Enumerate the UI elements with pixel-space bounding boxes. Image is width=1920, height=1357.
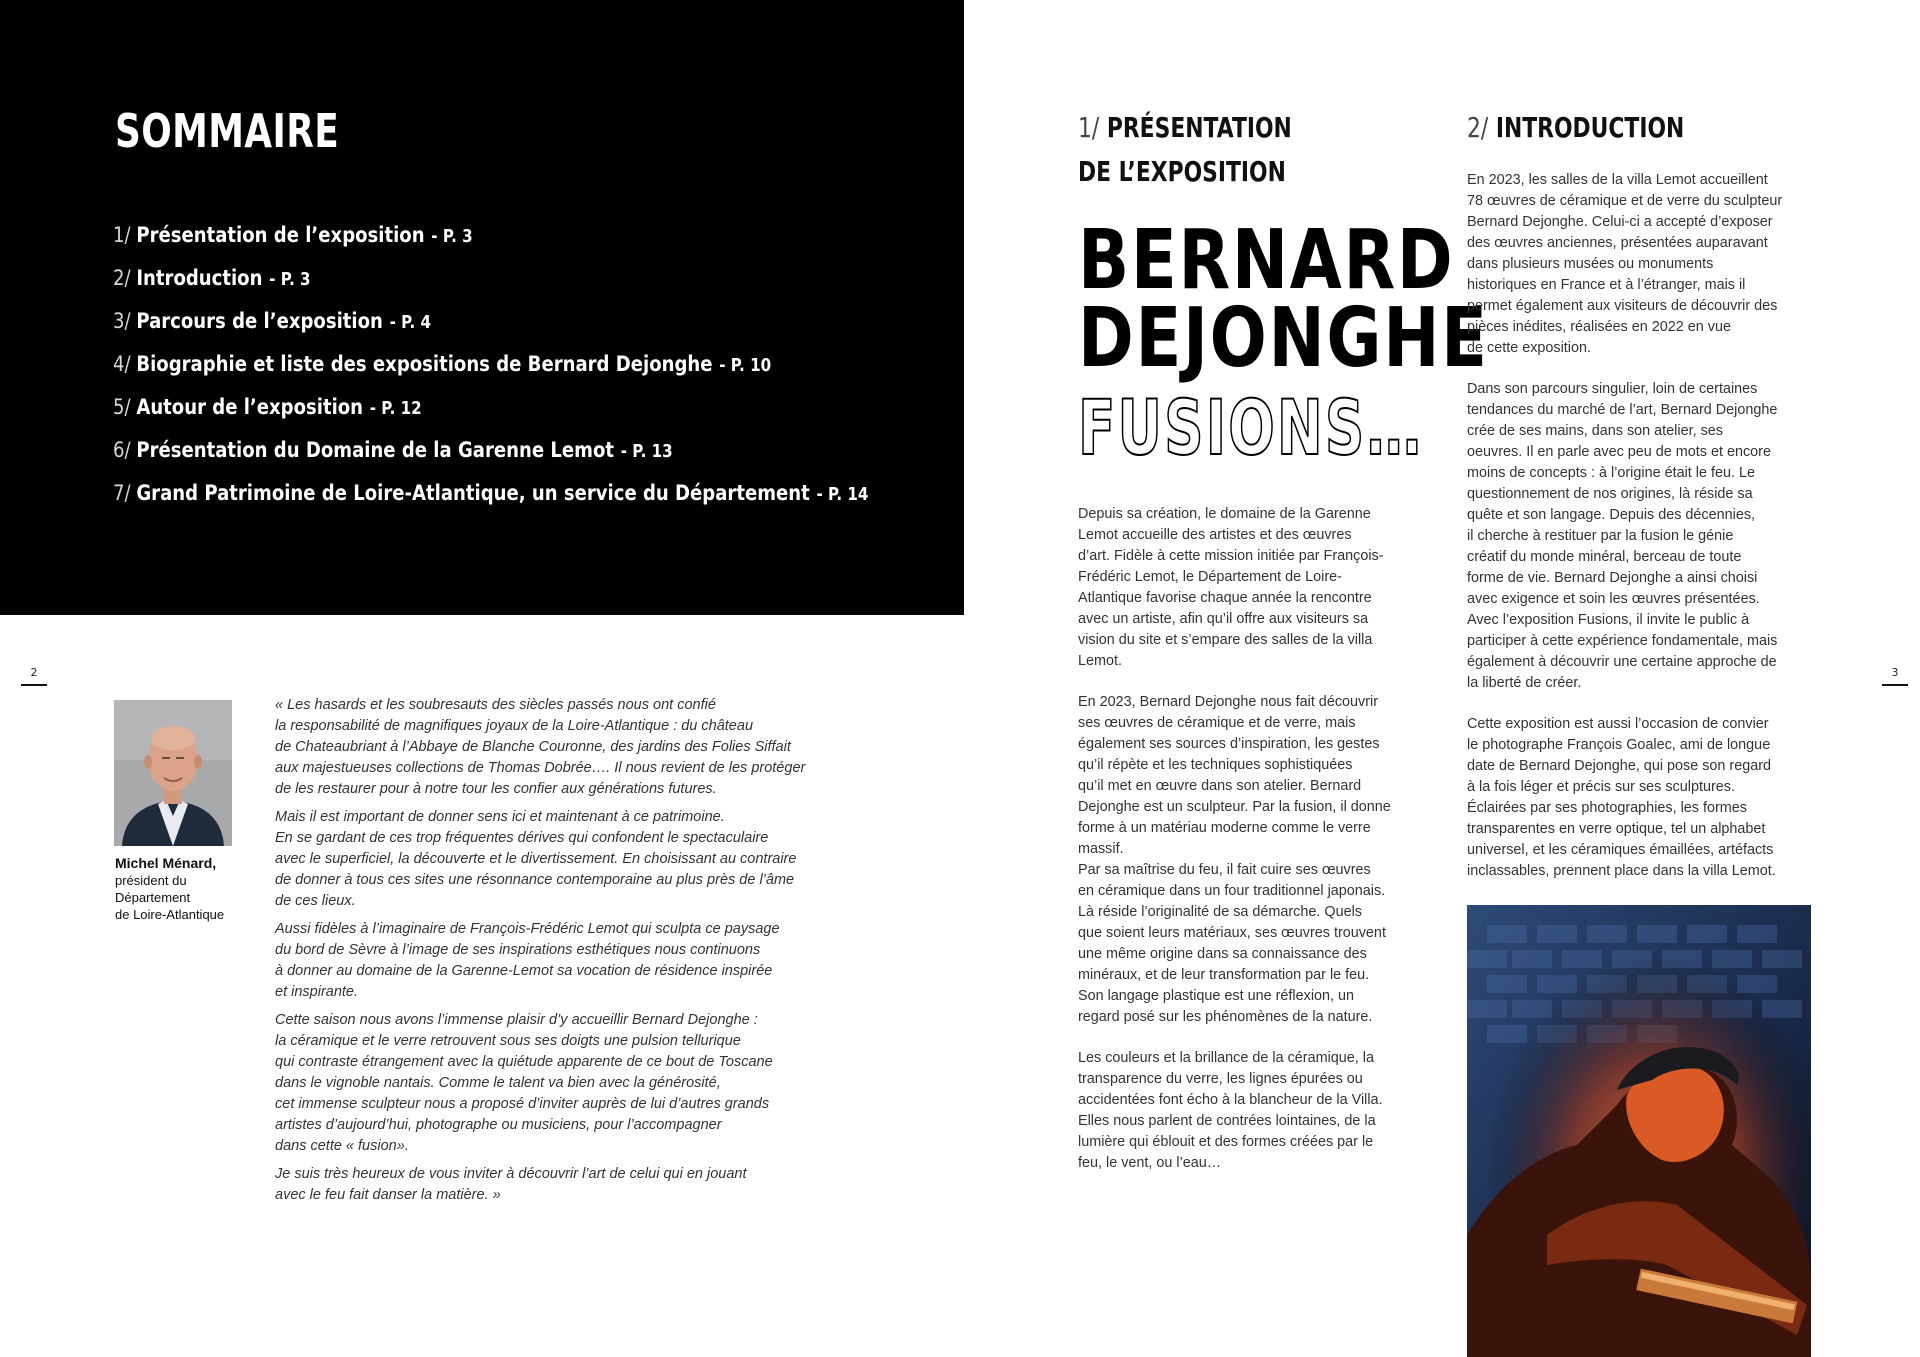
toc-page: - P. 12 (369, 398, 422, 419)
signature-block (115, 855, 265, 923)
toc-label: Présentation de l’exposition (136, 223, 425, 248)
introduction-text (1467, 170, 1817, 902)
toc-label: Biographie et liste des expositions de Bernard Dejonghe (136, 352, 713, 377)
toc-item[interactable] (113, 214, 785, 257)
body-paragraph: Les couleurs et la brillance de la céramique, la transparence du verre, les lignes épurées ou accidentées font écho à la blancheur de la Villa. Elles nous parlent de contrées lointaines, de la lumière qui éblouit et des formes créées par le feu, le vent, ou l’eau… (1078, 1050, 1383, 1171)
quote-paragraph: Je suis très heureux de vous inviter à découvrir l’art de celui qui en jouant avec le feu fait danser la matière. » (275, 1166, 747, 1203)
toc-page: - P. 3 (269, 269, 311, 290)
quote-paragraph: Mais il est important de donner sens ici et maintenant à ce patrimoine. En se gardant de ces trop fréquentes dérives qui confondent le spectaculaire avec le superficiel, la découverte et le divertissement. En choisissant au contraire de donner à tous ces sites une résonnance contemporaine au plus près de l’âme de ces lieux. (275, 809, 797, 909)
toc-number: 1/ (113, 223, 131, 248)
presentation-text (1078, 504, 1428, 1194)
body-paragraph: Cette exposition est aussi l’occasion de convier le photographe François Goalec, ami de longue date de Bernard Dejonghe, qui pose son regard à la fois léger et précis sur ses sculptures. Éclairées par ses photographies, les formes transparentes en verre optique, tel un alphabet universel, et les céramiques émaillées, artéfacts inclassables, prennent place dans la villa Lemot. (1467, 716, 1776, 879)
signatory-name: Michel Ménard, (115, 855, 217, 871)
quote-paragraph: Cette saison nous avons l’immense plaisir d’y accueillir Bernard Dejonghe : la céramique et le verre retrouvent sous ses doigts une pulsion tellurique qui contraste étrangement avec la quiétude apparente de ce bout de Toscane dans le vignoble nantais. Comme le talent va bien avec la générosité, cet immense sculpteur nous a proposé d’inviter auprès de lui d’autres grands artistes d’aujourd’hui, photographe ou musiciens, pour l’accompagner dans cette « fusion». (275, 1012, 773, 1154)
toc-label: Grand Patrimoine de Loire-Atlantique, un service du Département (136, 481, 810, 506)
summary-title: SOMMAIRE (115, 104, 340, 158)
artist-photo (1467, 905, 1811, 1357)
toc-label: Introduction (136, 266, 263, 291)
editorial-quote (275, 695, 875, 1213)
toc-number: 6/ (113, 438, 131, 463)
signatory-role: président du Département de Loire-Atlantique (115, 873, 225, 922)
section-number: 2/ (1467, 111, 1489, 144)
section-title: INTRODUCTION (1495, 111, 1685, 144)
introduction-heading (1467, 106, 1717, 150)
quote-paragraph: « Les hasards et les soubresauts des siècles passés nous ont confié la responsabilité de magnifiques joyaux de la Loire-Atlantique : du château de Chateaubriant à l’Abbaye de Blanche Couronne, des jardins des Folies Siffait aux majestueuses collections de Thomas Dobrée…. Il nous revient de les protéger de les restaurer pour à notre tour les confier aux générations futures. (275, 697, 806, 797)
toc-item[interactable] (113, 386, 785, 429)
toc-item[interactable] (113, 472, 869, 515)
toc-label: Autour de l’exposition (136, 395, 364, 420)
page-number-text: 2 (30, 666, 38, 679)
toc-label: Parcours de l’exposition (136, 309, 383, 334)
toc-page: - P. 13 (620, 441, 673, 462)
body-paragraph: En 2023, Bernard Dejonghe nous fait découvrir ses œuvres de céramique et de verre, mais également ses sources d’inspiration, les gestes qu’il répète et les techniques sophistiquées qu’il met en œuvre dans son atelier. Bernard Dejonghe est un sculpteur. Par la fusion, il donne forme à un matériau moderne comme le verre massif. (1078, 694, 1391, 857)
page-number-right (1882, 666, 1908, 686)
portrait-photo (114, 700, 232, 846)
toc-item[interactable] (113, 429, 785, 472)
section-title: PRÉSENTATION DE L’EXPOSITION (1078, 111, 1292, 188)
artist-name: BERNARD DEJONGHE (1078, 213, 1489, 386)
toc-number: 2/ (113, 266, 131, 291)
page-number-rule (1882, 684, 1908, 686)
toc-item[interactable] (113, 300, 785, 343)
page-number-text: 3 (1891, 666, 1899, 679)
section-number: 1/ (1078, 111, 1100, 144)
body-paragraph: Depuis sa création, le domaine de la Garenne Lemot accueille des artistes et des œuvres d’art. Fidèle à cette mission initiée par François- Frédéric Lemot, le Département de Loire- Atlantique favorise chaque année la rencontre avec un artiste, afin qu’il offre aux visiteurs sa vision du site et s’empare des salles de la villa Lemot. (1078, 506, 1384, 669)
toc-number: 7/ (113, 481, 131, 506)
toc-number: 4/ (113, 352, 131, 377)
toc-label: Présentation du Domaine de la Garenne Lemot (136, 438, 615, 463)
body-paragraph: Par sa maîtrise du feu, il fait cuire ses œuvres en céramique dans un four traditionnel japonais. Là réside l’originalité de sa démarche. Quels que soient leurs matériaux, ses œuvres trouvent une même origine dans sa connaissance des minéraux, et de leur transformation par le feu. Son langage plastique est une réflexion, un regard posé sur les phénomènes de la nature. (1078, 862, 1386, 1025)
page-number-left (21, 666, 47, 686)
portrait-illustration (114, 700, 232, 846)
toc-page: - P. 10 (719, 355, 772, 376)
toc-number: 3/ (113, 309, 131, 334)
artist-photo-illustration (1467, 905, 1811, 1357)
toc-item[interactable] (113, 257, 785, 300)
toc-number: 5/ (113, 395, 131, 420)
toc-page: - P. 4 (389, 312, 431, 333)
toc-page: - P. 14 (816, 484, 869, 505)
table-of-contents (113, 214, 913, 515)
body-paragraph: En 2023, les salles de la villa Lemot accueillent 78 œuvres de céramique et de verre du sculpteur Bernard Dejonghe. Celui-ci a accepté d’exposer des œuvres anciennes, présentées auparavant dans plusieurs musées ou monuments historiques en France et à l’étranger, mais il permet également aux visiteurs de découvrir des pièces inédites, réalisées en 2022 en vue de cette exposition. (1467, 172, 1783, 356)
body-paragraph: Dans son parcours singulier, loin de certaines tendances du marché de l’art, Bernard Dejonghe crée de ses mains, dans son atelier, ses oeuvres. Il en parle avec peu de mots et encore moins de concepts : à l’origine était le feu. Le questionnement de nos origines, là réside sa quête et son langage. Depuis des décennies, il cherche à restituer par la fusion le génie créatif du monde minéral, berceau de toute forme de vie. Bernard Dejonghe a ainsi choisi avec exigence et soin les œuvres présentées. Avec l’exposition Fusions, il invite le public à participer à cette expérience fondamentale, mais également à découvrir une certaine approche de la liberté de créer. (1467, 381, 1778, 691)
toc-item[interactable] (113, 343, 785, 386)
quote-paragraph: Aussi fidèles à l’imaginaire de François-Frédéric Lemot qui sculpta ce paysage du bord de Sèvre à l’image de ses inspirations esthétiques nous continuons à donner au domaine de la Garenne-Lemot sa vocation de résidence inspirée et inspirante. (275, 921, 780, 1000)
exhibition-title: FUSIONS… (1078, 383, 1424, 472)
toc-page: - P. 3 (431, 226, 473, 247)
presentation-heading (1078, 106, 1328, 194)
page-number-rule (21, 684, 47, 686)
